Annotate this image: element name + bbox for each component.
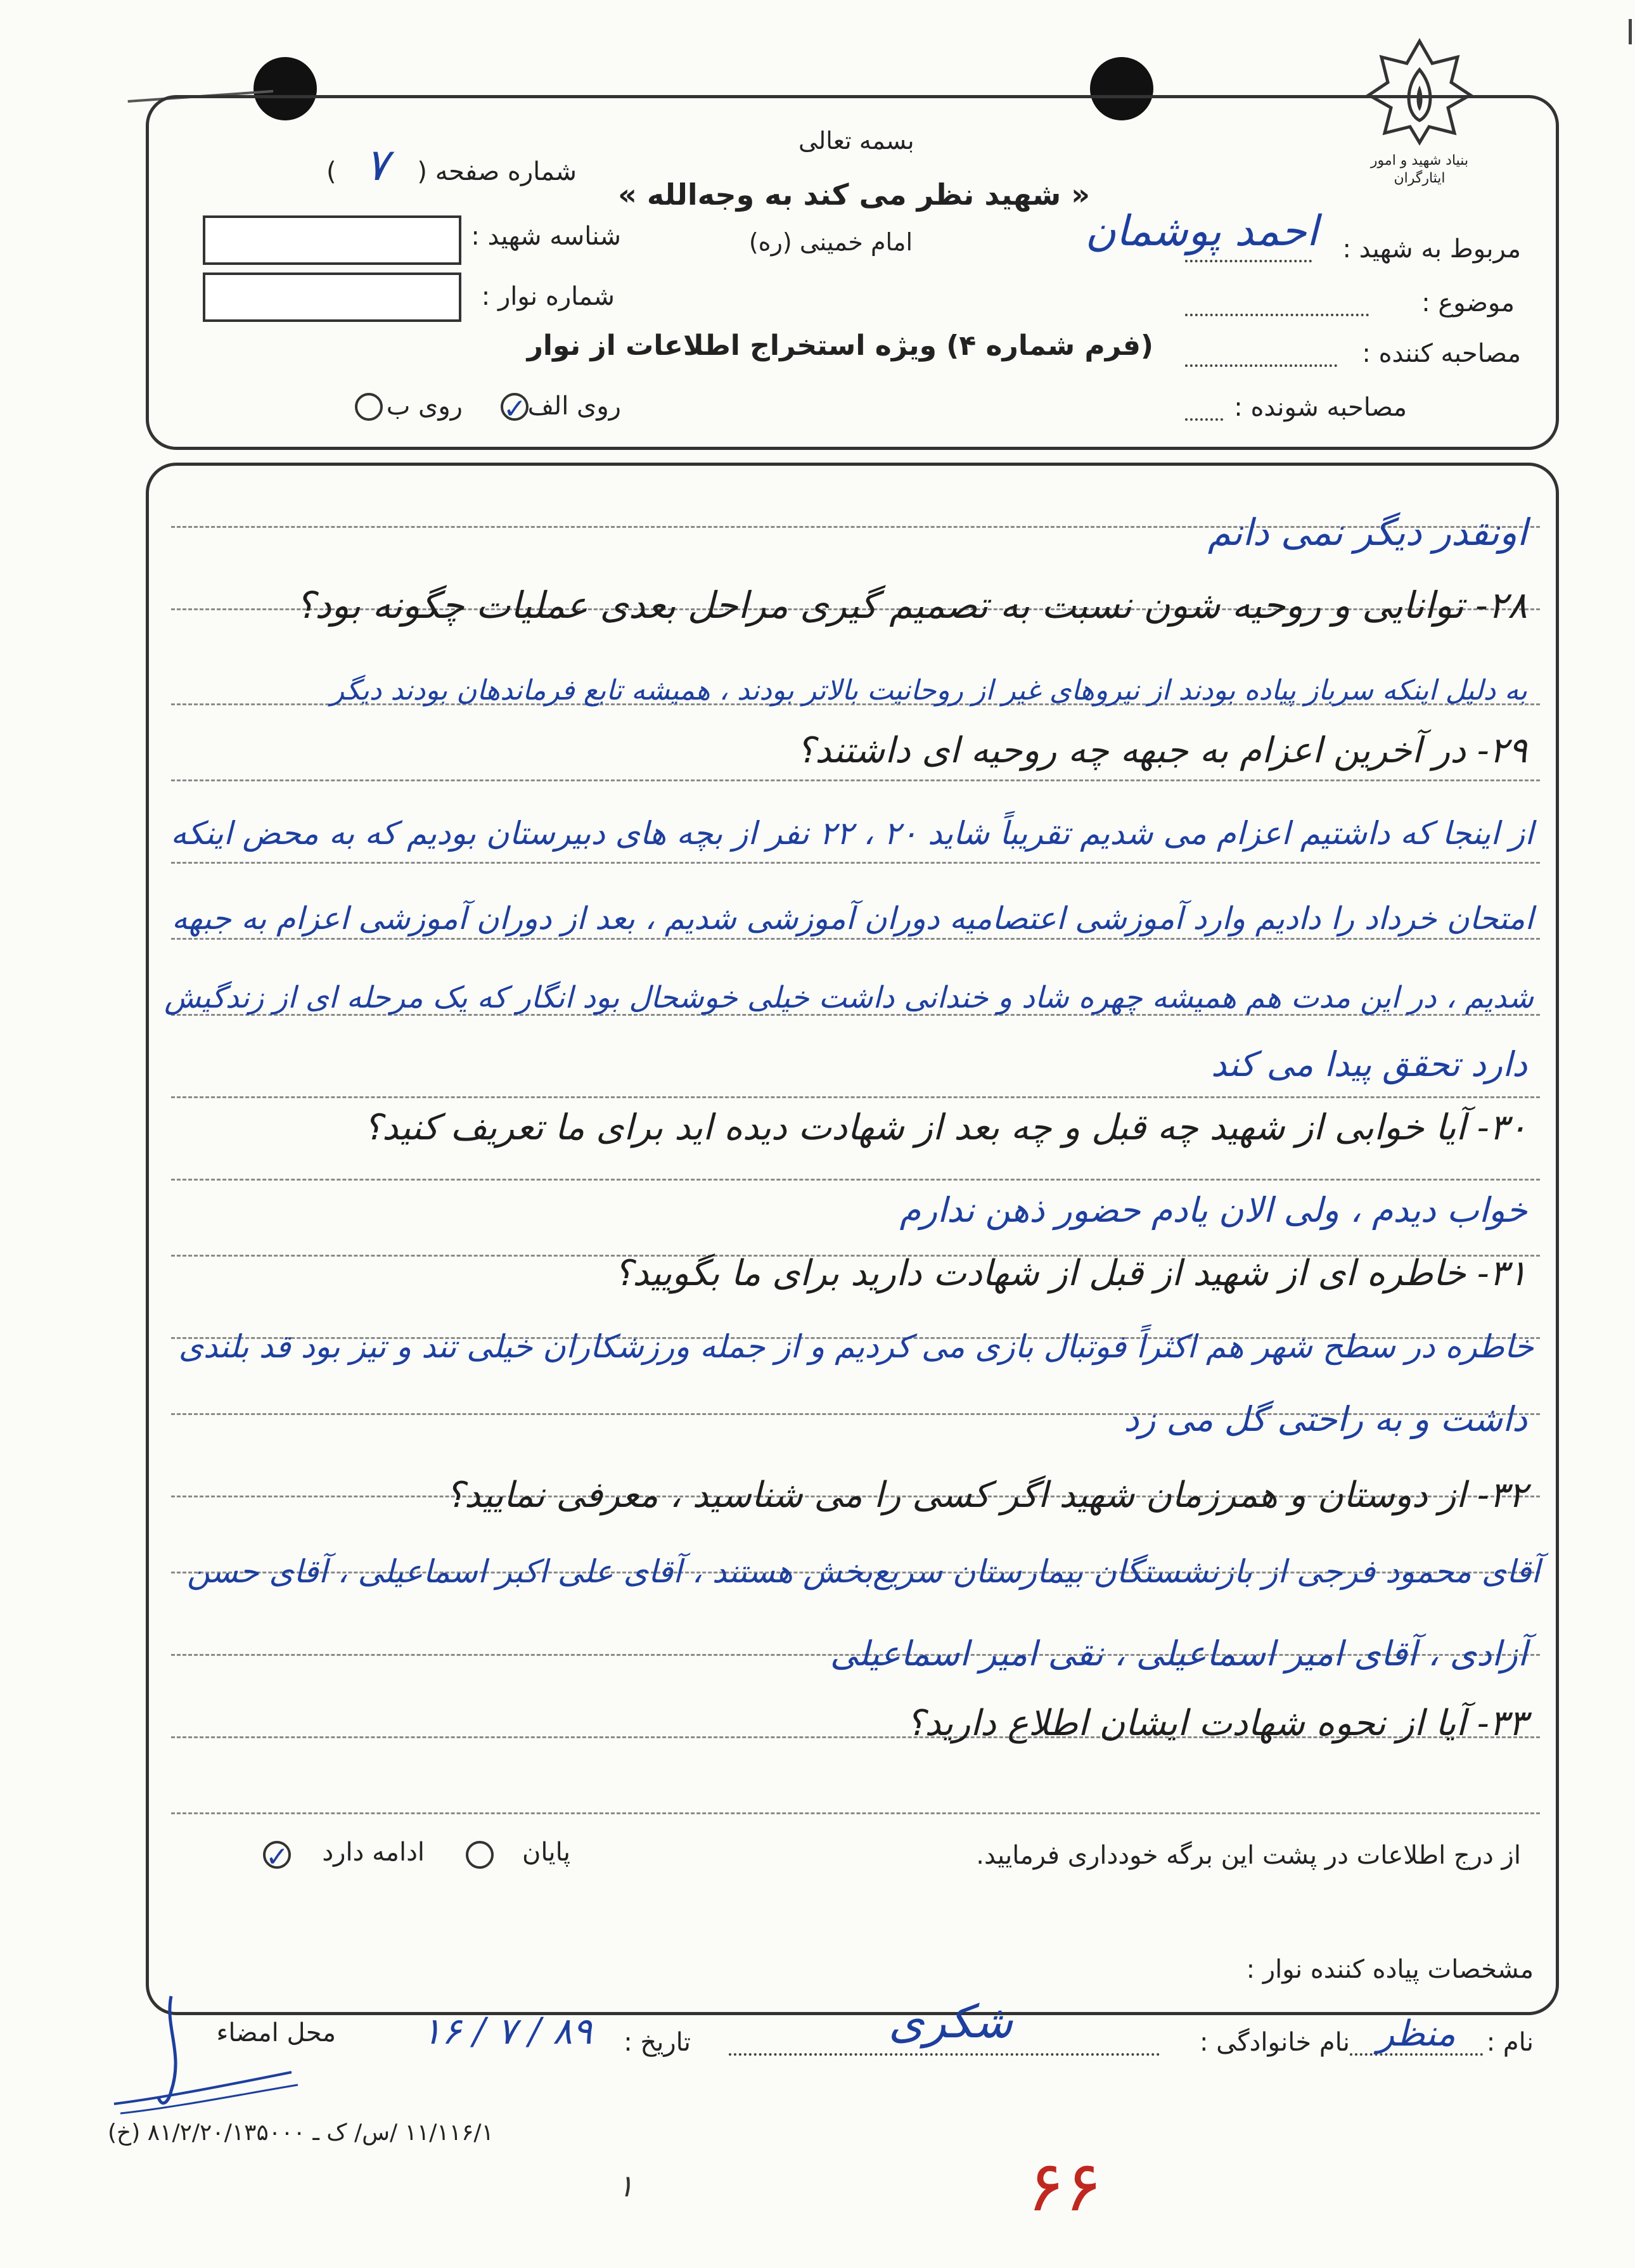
ruled-line bbox=[171, 938, 1540, 940]
subject-line bbox=[1185, 314, 1369, 316]
first-name-label: نام : bbox=[1486, 2028, 1534, 2057]
body-line-answer: خاطره در سطح شهر هم اکثراً فوتبال بازی می کردیم و از جمله ورزشکاران خیلی تند و تیز بود قد بلندی bbox=[178, 1328, 1534, 1365]
body-line-question: ۳۲- از دوستان و همرزمان شهید اگر کسی را می شناسید ، معرفی نمایید؟ bbox=[445, 1475, 1527, 1516]
implementer-heading: مشخصات پیاده کننده نوار : bbox=[1246, 1955, 1534, 1984]
last-name-line bbox=[729, 2053, 1160, 2056]
body-line-answer: داشت و به راحتی گل می زد bbox=[1124, 1399, 1527, 1439]
last-name-label: نام خانوادگی : bbox=[1199, 2028, 1350, 2057]
body-line-answer: آزادی ، آقای امیر اسماعیلی ، نقی امیر اسماعیلی bbox=[830, 1634, 1527, 1674]
ruled-line bbox=[171, 779, 1540, 781]
tape-number-input[interactable] bbox=[203, 272, 461, 322]
body-line-question: ۲۹- در آخرین اعزام به جبهه چه روحیه ای داشتند؟ bbox=[796, 730, 1527, 771]
continues-radio-checked[interactable]: ✓ bbox=[263, 1841, 291, 1869]
slogan-text: « شهید نظر می کند به وجه‌الله » bbox=[618, 177, 1090, 212]
form-title: (فرم شماره ۴) ویژه استخراج اطلاعات از نوار bbox=[527, 330, 1153, 362]
body-line-answer: امتحان خرداد را دادیم وارد آموزشی اعتصامیه دوران آموزشی شدیم ، بعد از دوران آموزشی اعزام به جبهه bbox=[172, 900, 1534, 937]
body-line-question: ۳۳- آیا از نحوه شهادت ایشان اطلاع دارید؟ bbox=[906, 1703, 1527, 1744]
last-name-value: شکری bbox=[888, 1995, 1013, 2048]
signature-icon bbox=[101, 1977, 304, 2123]
interviewer-line bbox=[1185, 364, 1337, 367]
body-line-answer: اونقدر دیگر نمی دانم bbox=[1207, 511, 1527, 554]
page-number-value: ۷ bbox=[364, 139, 389, 191]
interviewee-line bbox=[1185, 418, 1223, 421]
form-code: ۱۱/۱۱۶/۱ /س/ ک ـ ۸۱/۲/۲۰/۱۳۵۰۰۰ (خ) bbox=[108, 2120, 494, 2146]
page-number-close: ) bbox=[326, 157, 337, 186]
martyr-id-input[interactable] bbox=[203, 215, 461, 265]
subject-label: موضوع : bbox=[1421, 288, 1515, 317]
back-of-page-notice: از درج اطلاعات در پشت این برگه خودداری فرمایید. bbox=[976, 1841, 1521, 1870]
signature-label: محل امضاء bbox=[216, 2018, 336, 2047]
interviewee-label: مصاحبه شونده : bbox=[1234, 393, 1407, 422]
page-number-label: شماره صفحه ( bbox=[417, 157, 577, 186]
body-line-answer: شدیم ، در این مدت هم همیشه چهره شاد و خندانی داشت خیلی خوشحال بود انگار که یک مرحله ای از زندگیش bbox=[164, 980, 1534, 1015]
small-mark: ۱ bbox=[617, 2169, 634, 2204]
martyr-id-label: شناسه شهید : bbox=[471, 222, 621, 251]
side-a-label: روی الف bbox=[527, 392, 621, 421]
ruled-line bbox=[171, 1096, 1540, 1098]
ruled-line bbox=[171, 1179, 1540, 1181]
related-martyr-value: احمد پوشمان bbox=[1085, 207, 1318, 255]
ruled-line bbox=[171, 1812, 1540, 1814]
body-line-question: ۳۰- آیا خوابی از شهید چه قبل و چه بعد از شهادت دیده اید برای ما تعریف کنید؟ bbox=[363, 1107, 1527, 1148]
side-b-radio[interactable] bbox=[355, 393, 383, 421]
continues-label: ادامه دارد bbox=[322, 1838, 425, 1867]
logo-caption: بنیاد شهید و امور ایثارگران bbox=[1370, 153, 1469, 186]
body-line-answer: به دلیل اینکه سرباز پیاده بودند از نیروهای غیر از روحانیت بالاتر بودند ، همیشه تابع فرماندهان بودند دیگر bbox=[330, 674, 1527, 707]
ruled-line bbox=[171, 862, 1540, 864]
first-name-value: منظر bbox=[1377, 2013, 1456, 2054]
related-martyr-line bbox=[1185, 260, 1312, 262]
bismillah-text: بسمه تعالی bbox=[798, 127, 914, 155]
body-line-answer: دارد تحقق پیدا می کند bbox=[1210, 1044, 1527, 1084]
end-radio[interactable] bbox=[466, 1841, 494, 1869]
side-a-radio-checked[interactable]: ✓ bbox=[501, 393, 529, 421]
related-martyr-label: مربوط به شهید : bbox=[1342, 234, 1521, 264]
tape-number-label: شماره نوار : bbox=[481, 282, 615, 311]
handwritten-page-number: ۶۶ bbox=[1027, 2146, 1103, 2227]
slogan-attribution: امام خمینی (ره) bbox=[748, 228, 913, 256]
date-label: تاریخ : bbox=[624, 2028, 691, 2057]
side-b-label: روی ب bbox=[386, 392, 463, 421]
date-value: ۸۹ / ۷ / ۱۶ bbox=[421, 2009, 593, 2053]
page-number-field bbox=[222, 139, 577, 191]
body-line-answer: آقای محمود فرجی از بازنشستگان بیمارستان سریع‌بخش هستند ، آقای علی اکبر اسماعیلی ، آقای حسن bbox=[186, 1553, 1540, 1590]
corner-mark-right bbox=[1610, 19, 1632, 44]
end-label: پایان bbox=[522, 1838, 570, 1867]
body-line-question: ۳۱- خاطره ای از شهید از قبل از شهادت دارید برای ما بگویید؟ bbox=[613, 1253, 1527, 1294]
interviewer-label: مصاحبه کننده : bbox=[1362, 339, 1521, 368]
body-line-answer: خواب دیدم ، ولی الان یادم حضور ذهن ندارم bbox=[899, 1190, 1527, 1230]
body-line-question: ۲۸- توانایی و روحیه شون نسبت به تصمیم گیری مراحل بعدی عملیات چگونه بود؟ bbox=[295, 584, 1527, 627]
body-line-answer: از اینجا که داشتیم اعزام می شدیم تقریباً شاید ۲۰ ، ۲۲ نفر از بچه های دبیرستان بودیم که به محض اینکه bbox=[170, 815, 1534, 852]
